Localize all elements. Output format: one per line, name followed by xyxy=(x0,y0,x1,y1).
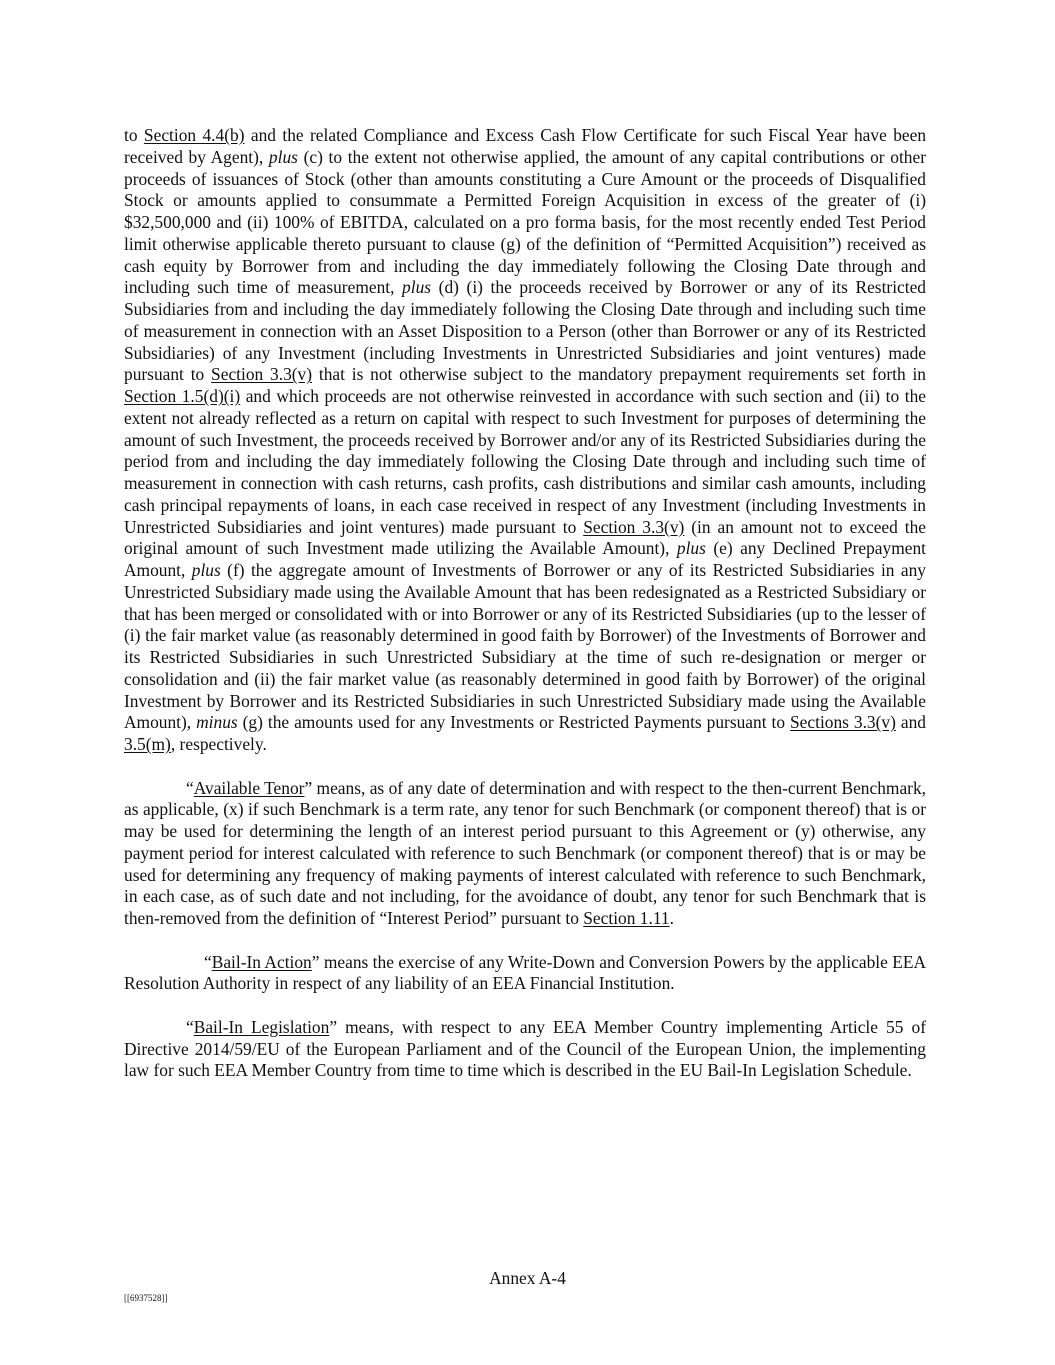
text-run: that is not otherwise subject to the mandatory prepayment requirements set forth in xyxy=(312,364,927,385)
text-run: (f) the aggregate amount of Investments of Borrower or any of its Restricted Subsidiaries in any Unrestricted Subsidiary made using the Available Amount that has been redesignated as a Restricted Subsidiary or that has been merged or consolidated with or into Borrower or any of its Restricted Subsidiaries (up to the lesser of (i) the fair market value (as reasonably determined in good faith by Borrower) of the Investments of Borrower and its Restricted Subsidiaries in such Unrestricted Subsidiary at the time of such re-designation or merger or consolidation and (ii) the fair market value (as reasonably determined in good faith by Borrower) of the original Investment by Borrower and its Restricted Subsidiaries in such Unrestricted Subsidiary made using the Available Amount), xyxy=(124,560,926,733)
defined-term: Available Tenor xyxy=(193,777,305,798)
definition-available-tenor xyxy=(124,778,926,930)
text-run: “ xyxy=(204,951,212,972)
section-reference: Section 3.3(v) xyxy=(211,364,313,385)
text-run: ” means, as of any date of determination and with respect to the then-current Benchmark, as applicable, (x) if such Benchmark is a term rate, any tenor for such Benchmark (or component thereof) that is or may be used for determining the length of an interest period pursuant to this Agreement or (y) otherwise, any payment period for interest calculated with reference to such Benchmark (or component thereof) that is or may be used for determining any frequency of making payments of interest calculated with reference to such Benchmark, in each case, as of such date and not including, for the avoidance of doubt, any tenor for such Benchmark that is then-removed from the definition of “Interest Period” pursuant to xyxy=(124,777,926,929)
italic-plus: plus xyxy=(676,538,706,559)
text-run: (d) (i) the proceeds received by Borrower or any of its Restricted Subsidiaries from and including the day immediately following the Closing Date through and including such time of measurement in connection with an Asset Disposition to a Person (other than Borrower or any of its Restricted Subsidiaries) of any Investment (including Investments in Unrestricted Subsidiaries and joint ventures) made pursuant to xyxy=(124,277,926,385)
defined-term: Bail-In Legislation xyxy=(193,1016,330,1037)
italic-minus: minus xyxy=(196,712,238,733)
text-run: (g) the amounts used for any Investments or Restricted Payments pursuant to xyxy=(237,712,790,733)
defined-term: Bail-In Action xyxy=(211,951,312,972)
definition-bail-in-action xyxy=(124,952,926,996)
document-body xyxy=(124,125,926,1082)
italic-plus: plus xyxy=(268,146,298,167)
text-run: and which proceeds are not otherwise reinvested in accordance with such section and (ii) to the extent not already reflected as a return on capital with respect to such Investment for purposes of determining the amount of such Investment, the proceeds received by Borrower and/or any of its Restricted Subsidiaries during the period from and including the day immediately following the Closing Date through and including such time of measurement in connection with cash returns, cash profits, cash distributions and similar cash amounts, including cash principal repayments of loans, in each case received in respect of any Investment (including Investments in Unrestricted Subsidiaries and joint ventures) made pursuant to xyxy=(124,386,926,537)
text-run: . xyxy=(669,908,674,929)
text-run: (in an amount not to exceed the original amount of such Investment made utilizing the Available Amount), xyxy=(124,516,927,559)
section-reference: 3.5(m) xyxy=(124,734,171,754)
page-footer-label: Annex A-4 xyxy=(489,1268,566,1288)
document-id: [[6937528]] xyxy=(124,1293,168,1303)
section-reference: Section 1.5(d)(i) xyxy=(124,386,241,406)
text-run: “ xyxy=(186,1016,194,1037)
paragraph-available-amount-continued xyxy=(124,125,926,756)
italic-plus: plus xyxy=(402,277,432,298)
section-reference: Section 3.3(v) xyxy=(583,516,685,537)
text-run: , respectively. xyxy=(170,734,267,754)
section-reference: Section 4.4(b) xyxy=(143,125,245,145)
definition-bail-in-legislation xyxy=(124,1017,926,1082)
section-reference: Sections 3.3(v) xyxy=(790,712,896,733)
text-run: to xyxy=(124,125,144,145)
text-run: and xyxy=(895,712,926,733)
text-run: (c) to the extent not otherwise applied, the amount of any capital contributions or other proceeds of issuances of Stock (other than amounts constituting a Cure Amount or the proceeds of Disqualified Stock or amounts applied to consummate a Permitted Foreign Acquisition in excess of the greater of (i) $32,500,000 and (ii) 100% of EBITDA, calculated on a pro forma basis, for the most recently ended Test Period limit otherwise applicable thereto pursuant to clause (g) of the definition of “Permitted Acquisition”) received as cash equity by Borrower from and including the day immediately following the Closing Date through and including such time of measurement, xyxy=(124,146,926,298)
text-run: and the related Compliance and Excess Cash Flow Certificate for such Fiscal Year have been received by Agent), xyxy=(124,125,927,167)
text-run: ” means, with respect to any EEA Member Country implementing Article 55 of Directive 2014/59/EU of the European Parliament and of the Council of the European Union, the implementing law for such EEA Member Country from time to time which is described in the EU Bail-In Legislation Schedule. xyxy=(124,1016,926,1081)
text-run: ” means the exercise of any Write-Down and Conversion Powers by the applicable EEA Resolution Authority in respect of any liability of an EEA Financial Institution. xyxy=(124,951,926,994)
italic-plus: plus xyxy=(191,560,221,580)
text-run: (e) any Declined Prepayment Amount, xyxy=(124,538,926,580)
text-run: “ xyxy=(186,777,194,798)
section-reference: Section 1.11 xyxy=(583,908,670,929)
